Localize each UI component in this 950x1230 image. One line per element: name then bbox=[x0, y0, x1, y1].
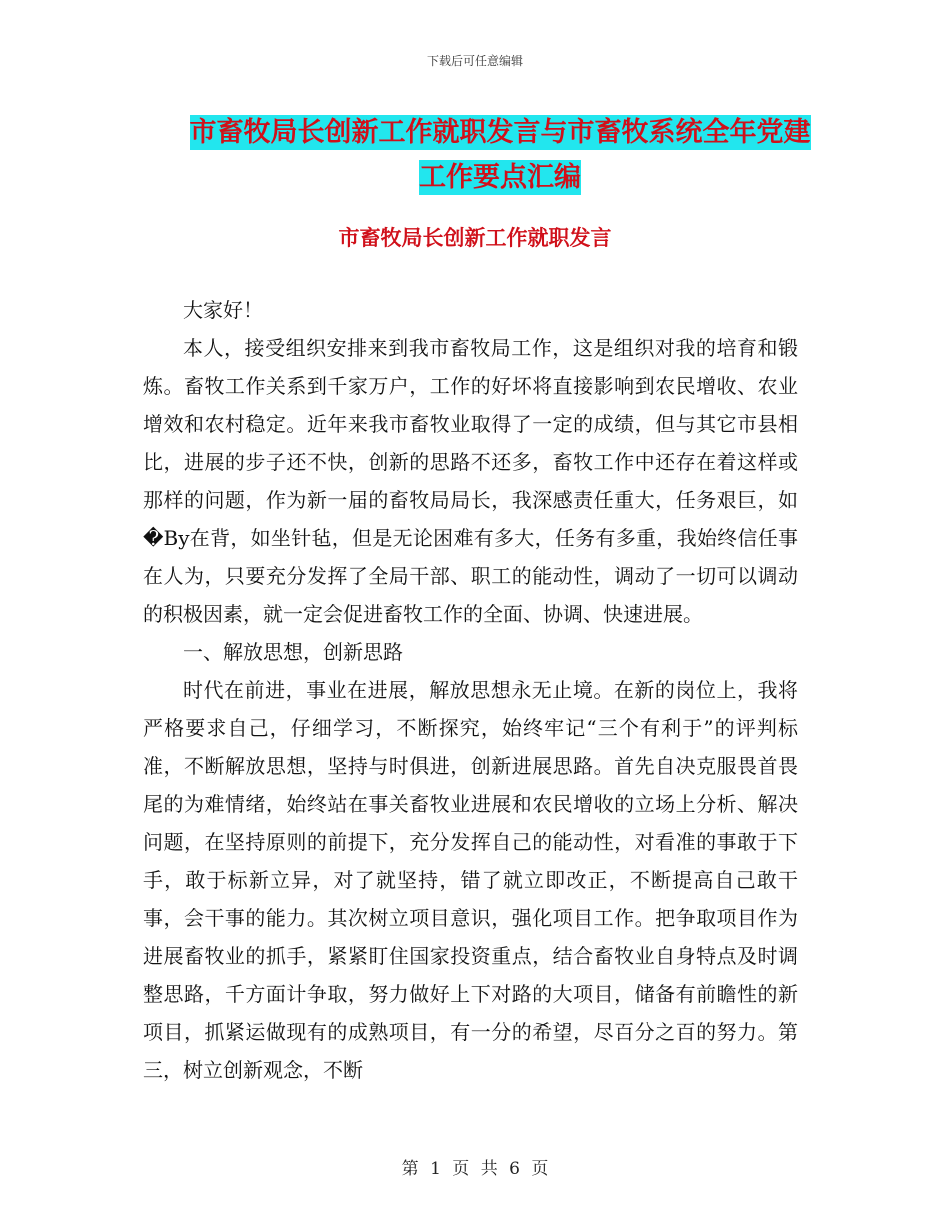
body-text bbox=[143, 291, 798, 1089]
title-line-2: 工作要点汇编 bbox=[419, 162, 581, 193]
paragraph-heading-1: 一、解放思想，创新思路 bbox=[183, 640, 403, 664]
paragraph-intro: 本人，接受组织安排来到我市畜牧局工作，这是组织对我的培育和锻炼。畜牧工作关系到千家万户，工作的好坏将直接影响到农民增收、农业增效和农村稳定。近年来我市畜牧业取得了一定的成绩，但与其它市县相比，进展的步子还不快，创新的思路不还多，畜牧工作中还存在着这样或那样的问题，作为新一届的畜牧局局长，我深感责任重大，任务艰巨，如�By在背，如坐针毡，但是无论困难有多大，任务有多重，我始终信任事在人为，只要充分发挥了全局干部、职工的能动性，调动了一切可以调动的积极因素，就一定会促进畜牧工作的全面、协调、快速进展。 bbox=[143, 336, 798, 626]
section-title: 市畜牧局长创新工作就职发言 bbox=[338, 226, 612, 250]
document-title bbox=[140, 110, 860, 200]
paragraph-greeting: 大家好！ bbox=[183, 298, 263, 322]
paragraph-body-1: 时代在前进，事业在进展，解放思想永无止境。在新的岗位上，我将严格要求自己，仔细学习，不断探究，始终牢记“三个有利于”的评判标准，不断解放思想，坚持与时俱进，创新进展思路。首先自决克服畏首畏尾的为难情绪，始终站在事关畜牧业进展和农民增收的立场上分析、解决问题，在坚持原则的前提下，充分发挥自己的能动性，对看准的事敢于下手，敢于标新立异，对了就坚持，错了就立即改正，不断提高自己敢干事，会干事的能力。其次树立项目意识，强化项目工作。把争取项目作为进展畜牧业的抓手，紧紧盯住国家投资重点，结合畜牧业自身特点及时调整思路，千方面计争取，努力做好上下对路的大项目，储备有前瞻性的新项目，抓紧运做现有的成熟项目，有一分的希望，尽百分之百的努力。第三，树立创新观念，不断 bbox=[143, 678, 798, 1082]
page-footer: 第 1 页 共 6 页 bbox=[401, 1159, 549, 1179]
title-line-1: 市畜牧局长创新工作就职发言与市畜牧系统全年党建 bbox=[189, 117, 811, 148]
header-note: 下载后可任意编辑 bbox=[426, 54, 523, 68]
